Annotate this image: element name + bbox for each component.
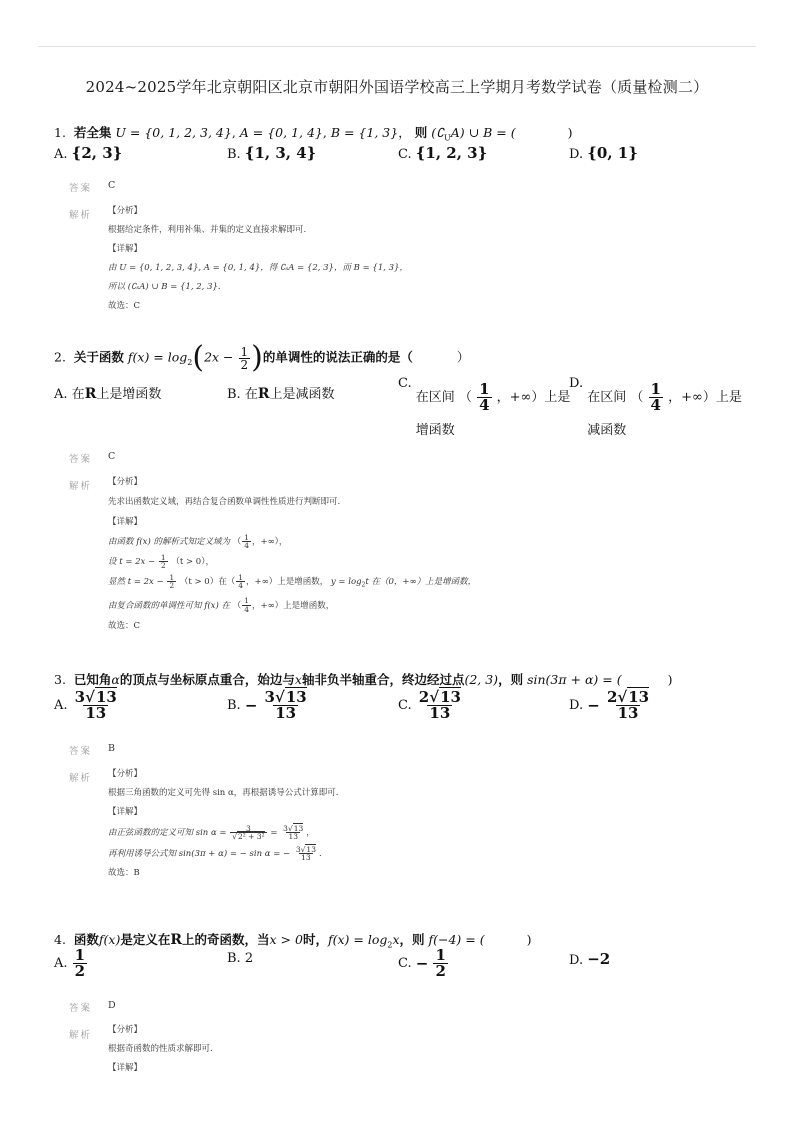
text-fragment: 3: [264, 688, 275, 706]
text-fragment: A.: [54, 956, 68, 971]
text-fragment: 轴非负半轴重合，终边经过点: [301, 672, 465, 687]
text-fragment: 显然 t = 2x −: [108, 577, 164, 587]
text-fragment: 上是增函数: [96, 387, 162, 402]
text-fragment: 13: [85, 704, 107, 722]
answer-label: 答案: [69, 454, 93, 465]
text-fragment: 所以 (∁ₛA) ∪ B = {1, 2, 3}.: [108, 282, 221, 292]
text-fragment: ，+∞）上是增函数，: [251, 600, 335, 611]
question-4-option-b[interactable]: [227, 951, 253, 966]
question-3-option-c[interactable]: C. $\frac{2√13}{13}$: [398, 688, 461, 722]
text-fragment: 13: [306, 844, 316, 854]
text-fragment: 2: [435, 962, 446, 980]
header-divider: [38, 46, 756, 47]
text-fragment: D.: [569, 698, 584, 713]
text-fragment: {0, 1}: [587, 144, 638, 162]
question-4-option-a[interactable]: [54, 948, 88, 979]
analysis-label: 解析: [69, 210, 93, 221]
text-fragment: 根据给定条件，利用补集、并集的定义直接求解即可.: [108, 225, 307, 235]
text-fragment: 故选：C: [108, 620, 141, 631]
text-fragment: 则: [414, 125, 428, 140]
text-fragment: 13: [275, 704, 297, 722]
question-3-option-d[interactable]: D. − $\frac{2√13}{13}$: [569, 688, 650, 722]
text-fragment: x: [294, 672, 302, 687]
text-fragment: 的顶点与坐标原点重合，始边与: [119, 672, 295, 687]
question-4-stem: [54, 930, 532, 950]
text-fragment: 的单调性的说法正确的是（: [262, 349, 413, 365]
text-fragment: C.: [398, 147, 412, 162]
text-fragment: 【分析】: [108, 477, 143, 487]
text-fragment: .: [318, 849, 322, 859]
analysis-label: 解析: [69, 1030, 93, 1041]
question-4-option-c[interactable]: [398, 948, 449, 979]
text-fragment: 故选：B: [108, 868, 140, 878]
text-fragment: 【分析】: [108, 769, 143, 779]
text-fragment: 【详解】: [108, 244, 143, 254]
text-fragment: （: [458, 390, 472, 405]
text-fragment: 在区间: [415, 390, 455, 405]
text-fragment: 1: [479, 380, 490, 398]
text-fragment: 13: [617, 704, 639, 722]
question-3-option-a[interactable]: A. $\frac{3√13}{13}$: [54, 688, 117, 722]
question-2-option-c[interactable]: [398, 376, 570, 438]
text-fragment: 4: [238, 581, 243, 590]
text-fragment: 2: [361, 581, 366, 589]
text-fragment: 1: [238, 572, 243, 582]
solution-block: [108, 1021, 213, 1078]
text-fragment: α: [111, 672, 120, 687]
text-fragment: C.: [398, 376, 412, 391]
answer-label: 答案: [69, 746, 93, 757]
text-fragment: 【详解】: [108, 517, 143, 527]
answer-value: C: [108, 451, 116, 462]
text-fragment: 先求出函数定义域，再结合复合函数单调性性质进行判断即可.: [108, 497, 341, 507]
text-fragment: ，+∞），: [251, 537, 288, 547]
answer-label: 答案: [69, 183, 93, 194]
text-fragment: 4: [244, 604, 249, 614]
text-fragment: 13: [95, 688, 117, 706]
text-fragment: (∁: [431, 125, 445, 140]
text-fragment: 在: [71, 387, 85, 402]
text-fragment: −: [415, 954, 429, 973]
text-fragment: 13: [628, 688, 650, 706]
text-fragment: −: [244, 696, 258, 715]
text-fragment: 2: [169, 581, 175, 590]
text-fragment: −2: [587, 950, 611, 968]
text-fragment: 4.: [54, 932, 66, 947]
text-fragment: D.: [569, 953, 584, 968]
text-fragment: 3.: [54, 672, 66, 687]
text-fragment: 上的奇函数，当: [182, 932, 270, 947]
text-fragment: t 在（0，+∞）上是增函数，: [365, 577, 477, 587]
text-fragment: 时，: [302, 932, 328, 947]
text-fragment: {1, 3, 4}: [244, 144, 317, 162]
text-fragment: C.: [398, 698, 412, 713]
text-fragment: 故选：C: [108, 301, 141, 311]
text-fragment: （: [232, 600, 242, 611]
text-fragment: B.: [227, 951, 241, 966]
text-fragment: f(−4) = (: [428, 932, 485, 947]
text-fragment: 2.: [54, 349, 66, 365]
text-fragment: 4: [479, 396, 490, 414]
text-fragment: {1, 2, 3}: [415, 144, 488, 162]
text-fragment: 13: [293, 823, 304, 833]
text-fragment: 由函数 f(x) 的解析式知定义域为: [108, 537, 230, 547]
text-fragment: 4: [650, 396, 661, 414]
text-fragment: f(x): [98, 932, 121, 947]
solution-block: [108, 472, 476, 636]
text-fragment: ，则: [498, 672, 524, 687]
text-fragment: 【分析】: [108, 206, 143, 216]
solution-block: [108, 202, 408, 316]
text-fragment: y = log: [330, 577, 362, 587]
text-fragment: f(x) = log: [127, 349, 188, 365]
text-fragment: 3: [74, 688, 86, 706]
question-1-option-d[interactable]: [569, 144, 638, 162]
text-fragment: ，+∞）上是: [496, 390, 571, 405]
question-2-stem: 2. 关于函数 $f(x) = \log_2(2x$ − $\frac{1}{2}$ )的单调性的说法正确的是（ ）: [54, 340, 470, 375]
text-fragment: 在区间: [587, 390, 627, 405]
text-fragment: ，+∞）上是: [668, 390, 742, 405]
text-fragment: 2: [187, 358, 193, 367]
text-fragment: ): [567, 125, 573, 140]
question-1-option-b[interactable]: [227, 144, 316, 162]
text-fragment: 2: [240, 357, 249, 372]
text-fragment: R: [257, 386, 270, 402]
text-fragment: 13: [440, 688, 461, 706]
text-fragment: 2² + 3²: [238, 832, 265, 841]
question-1-stem: 1. 若全集 U = {0, 1, 2, 3, 4}, A = {0, 1, 4}, B = {1, 3}， 则 $(∁_UA)$ ∪ B = ( ): [54, 125, 573, 143]
text-fragment: 根据奇函数的性质求解即可.: [108, 1044, 213, 1054]
text-fragment: A.: [54, 147, 68, 162]
question-2-option-b[interactable]: [227, 383, 335, 402]
text-fragment: 【详解】: [108, 1063, 143, 1073]
text-fragment: 13: [285, 688, 307, 706]
text-fragment: 上是减函数: [269, 387, 335, 402]
text-fragment: x > 0: [269, 932, 303, 947]
text-fragment: 由正弦函数的定义可知 sin α =: [108, 828, 227, 838]
text-fragment: 若全集: [73, 125, 112, 140]
text-fragment: f(x) = log: [327, 932, 388, 947]
text-fragment: A.: [54, 387, 68, 402]
question-2-option-a[interactable]: [54, 383, 161, 402]
text-fragment: 1: [240, 344, 249, 359]
text-fragment: 1: [169, 572, 175, 582]
question-1-option-c[interactable]: [398, 144, 487, 162]
text-fragment: 【详解】: [108, 807, 143, 817]
question-3-option-b[interactable]: B. − $\frac{3√13}{13}$: [227, 688, 307, 722]
text-fragment: 2: [74, 962, 86, 980]
text-fragment: 由复合函数的单调性可知 f(x) 在: [108, 600, 230, 611]
answer-value: C: [108, 180, 116, 191]
text-fragment: 1: [244, 596, 249, 606]
text-fragment: x: [392, 932, 400, 947]
text-fragment: B.: [227, 387, 241, 402]
question-2-option-d[interactable]: [569, 376, 742, 438]
text-fragment: A) ∪ B = (: [450, 125, 516, 140]
text-fragment: 增函数: [415, 423, 455, 438]
text-fragment: ): [526, 932, 532, 947]
analysis-label: 解析: [69, 481, 93, 492]
text-fragment: 1: [435, 946, 446, 964]
text-fragment: 函数: [73, 932, 99, 947]
text-fragment: 关于函数: [73, 349, 124, 365]
text-fragment: B.: [227, 698, 241, 713]
text-fragment: sin(3π + α) = (: [527, 672, 622, 687]
text-fragment: 4: [244, 541, 249, 550]
question-3-stem: [54, 670, 673, 688]
text-fragment: 2: [418, 688, 430, 706]
text-fragment: 2: [606, 688, 618, 706]
text-fragment: 已知角: [73, 672, 112, 687]
text-fragment: 减函数: [587, 423, 627, 438]
text-fragment: 13: [288, 832, 298, 841]
text-fragment: （: [630, 390, 644, 405]
text-fragment: 13: [429, 704, 451, 722]
text-fragment: 2: [244, 951, 254, 966]
solution-block: 【分析】 根据三角函数的定义可先得 sin α，再根据诱导公式计算即可. 【详解】 由正弦函数的定义可知 sin α = $\frac{3}{\text{√2² + 3²}}$ = $\frac{3√13}{13}$ ， 再利用诱导公式知 sin(3π + α) = − sin α = − $\frac{3√13}{13}$ . 故选：B: [108, 765, 338, 883]
text-fragment: 1: [160, 552, 166, 562]
answer-label: 答案: [69, 1003, 93, 1014]
text-fragment: (2, 3): [464, 672, 499, 687]
text-fragment: 1: [74, 946, 86, 964]
text-fragment: 根据三角函数的定义可先得 sin α，再根据诱导公式计算即可.: [108, 788, 339, 798]
text-fragment: 【分析】: [108, 1025, 143, 1035]
text-fragment: 由 U = {0, 1, 2, 3, 4}, A = {0, 1, 4}，得 ∁ₛA = {2, 3}，而 B = {1, 3}，: [108, 263, 408, 273]
text-fragment: =: [270, 828, 278, 838]
text-fragment: D.: [569, 147, 584, 162]
answer-value: B: [108, 743, 115, 754]
text-fragment: 2: [387, 940, 393, 950]
text-fragment: 2x −: [204, 349, 234, 365]
text-fragment: ）: [456, 349, 470, 365]
text-fragment: 再利用诱导公式知 sin(3π + α) = − sin α = −: [108, 849, 291, 859]
text-fragment: ，则: [399, 932, 425, 947]
question-1-option-a[interactable]: [54, 144, 122, 162]
text-fragment: （: [232, 537, 242, 547]
text-fragment: B = {1, 3}: [330, 125, 399, 140]
text-fragment: 1: [244, 532, 249, 542]
text-fragment: A = {0, 1, 4}: [239, 125, 323, 140]
text-fragment: 3: [246, 823, 251, 833]
text-fragment: C.: [398, 956, 412, 971]
text-fragment: 设 t = 2x −: [108, 557, 156, 567]
text-fragment: 是定义在: [120, 932, 171, 947]
text-fragment: 2: [160, 561, 166, 570]
text-fragment: （t > 0）在（: [179, 577, 236, 587]
text-fragment: 3: [295, 844, 301, 854]
text-fragment: A.: [54, 698, 68, 713]
question-4-option-d[interactable]: [569, 950, 610, 968]
text-fragment: R: [170, 932, 182, 948]
text-fragment: D.: [569, 376, 584, 391]
text-fragment: ，+∞）上是增函数，: [246, 577, 329, 587]
text-fragment: U = {0, 1, 2, 3, 4}: [115, 125, 232, 140]
answer-value: D: [108, 1000, 116, 1011]
text-fragment: 1.: [54, 125, 66, 140]
text-fragment: 1: [650, 380, 661, 398]
page-title: 2024~2025学年北京朝阳区北京市朝阳外国语学校高三上学期月考数学试卷（质量检测二）: [85, 78, 709, 96]
text-fragment: ): [667, 672, 673, 687]
analysis-label: 解析: [69, 773, 93, 784]
text-fragment: 13: [301, 853, 311, 862]
text-fragment: 在: [244, 387, 258, 402]
text-fragment: 3: [283, 823, 288, 833]
text-fragment: ，: [306, 828, 315, 838]
text-fragment: {2, 3}: [71, 144, 123, 162]
text-fragment: （t > 0），: [171, 557, 214, 567]
text-fragment: U: [444, 133, 451, 143]
text-fragment: R: [84, 386, 97, 402]
text-fragment: −: [587, 696, 600, 715]
text-fragment: B.: [227, 147, 241, 162]
